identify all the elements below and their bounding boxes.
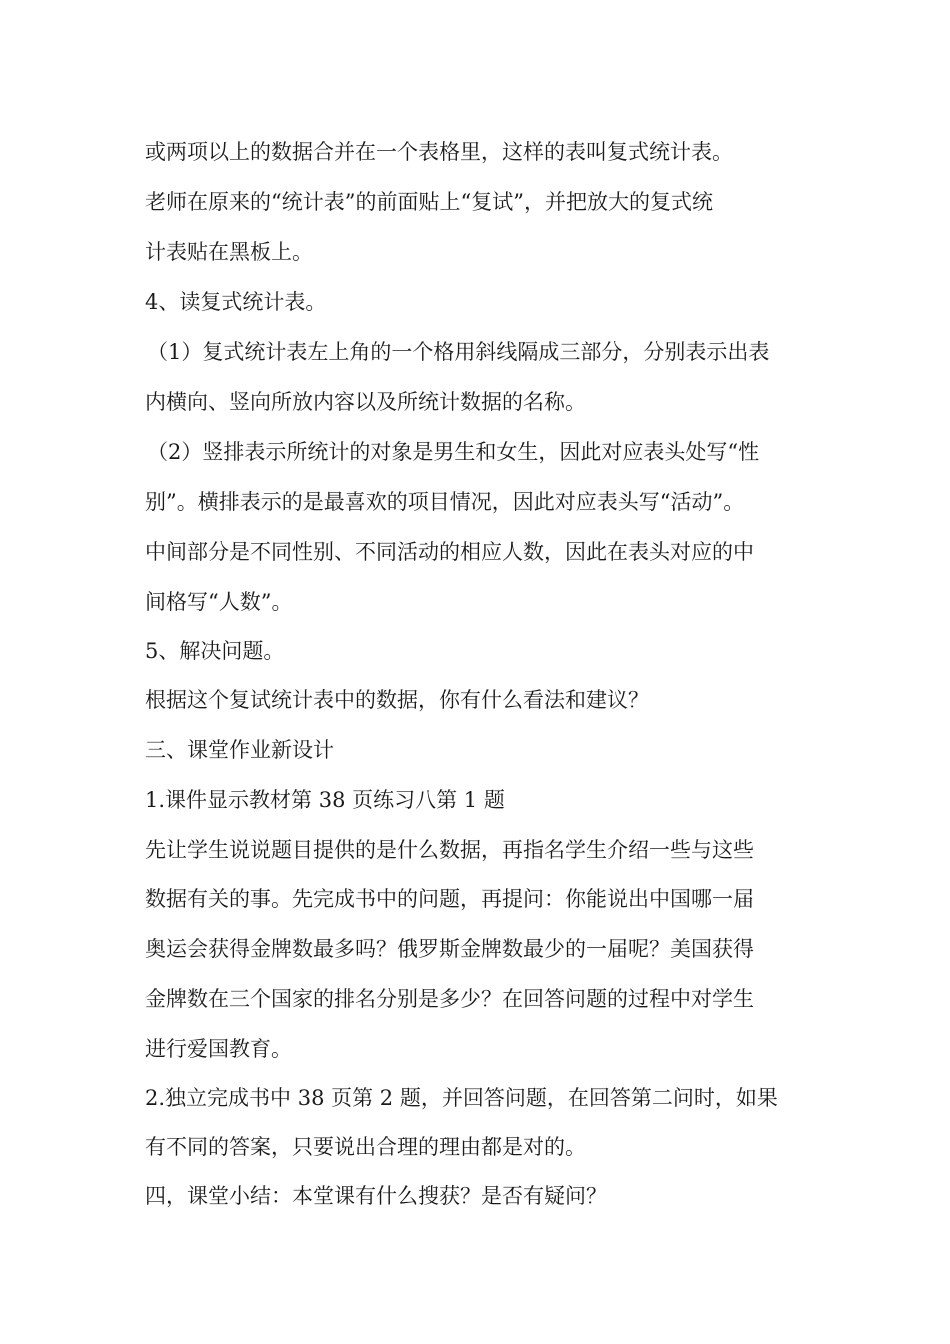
section-heading: 三、课堂作业新设计 xyxy=(145,738,334,762)
text-line: 奥运会获得金牌数最多吗？俄罗斯金牌数最少的一届呢？美国获得 xyxy=(145,937,754,961)
text-line: 有不同的答案，只要说出合理的理由都是对的。 xyxy=(145,1135,586,1159)
text-line: 间格写“人数”。 xyxy=(145,590,293,614)
text-line: 根据这个复试统计表中的数据，你有什么看法和建议？ xyxy=(145,688,649,712)
text-line: 别”。横排表示的是最喜欢的项目情况，因此对应表头写“活动”。 xyxy=(145,490,745,514)
text-line: 5、解决问题。 xyxy=(145,639,285,663)
text-line: 内横向、竖向所放内容以及所统计数据的名称。 xyxy=(145,390,586,414)
section-heading: 四，课堂小结：本堂课有什么搜获？是否有疑问？ xyxy=(145,1184,607,1208)
text-line: 2.独立完成书中 38 页第 2 题，并回答问题，在回答第二问时，如果 xyxy=(145,1086,778,1110)
text-line: 老师在原来的“统计表”的前面贴上“复试”，并把放大的复式统 xyxy=(145,190,713,214)
text-line: 计表贴在黑板上。 xyxy=(145,240,313,264)
text-line: 金牌数在三个国家的排名分别是多少？在回答问题的过程中对学生 xyxy=(145,987,754,1011)
text-line: 先让学生说说题目提供的是什么数据，再指名学生介绍一些与这些 xyxy=(145,838,754,862)
text-line: 数据有关的事。先完成书中的问题，再提问：你能说出中国哪一届 xyxy=(145,887,754,911)
text-line: 1.课件显示教材第 38 页练习八第 1 题 xyxy=(145,788,505,812)
text-line: 或两项以上的数据合并在一个表格里，这样的表叫复式统计表。 xyxy=(145,140,733,164)
text-line: （2）竖排表示所统计的对象是男生和女生，因此对应表头处写“性 xyxy=(147,440,760,464)
text-line: 进行爱国教育。 xyxy=(145,1037,292,1061)
text-line: （1）复式统计表左上角的一个格用斜线隔成三部分，分别表示出表 xyxy=(147,340,770,364)
text-line: 4、读复式统计表。 xyxy=(145,290,327,314)
text-line: 中间部分是不同性别、不同活动的相应人数，因此在表头对应的中 xyxy=(145,540,754,564)
